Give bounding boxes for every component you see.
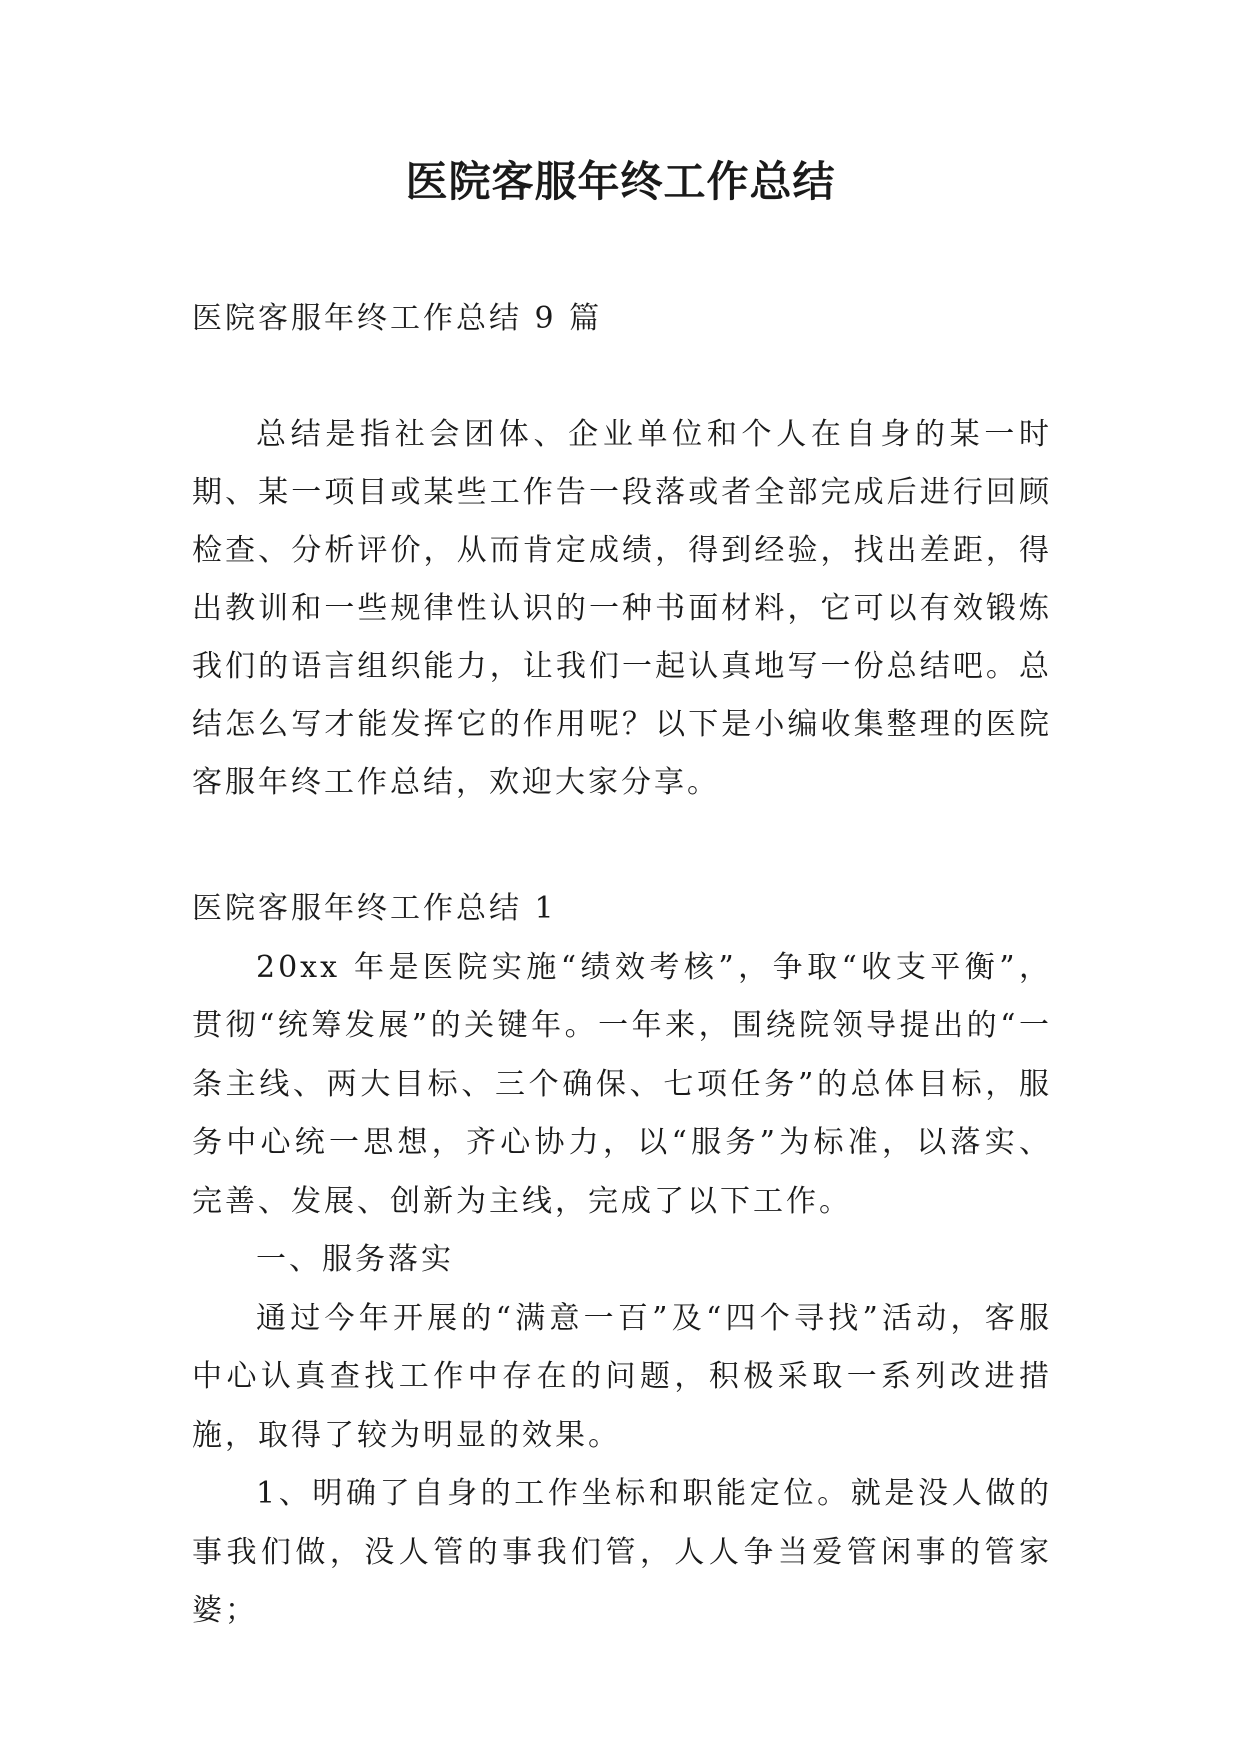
body-paragraph: 通过今年开展的“满意一百”及“四个寻找”活动，客服中心认真查找工作中存在的问题，积极采取一系列改进措施，取得了较为明显的效果。 [192, 1300, 1052, 1453]
document-title: 医院客服年终工作总结 [405, 157, 836, 206]
body-paragraph: 20xx 年是医院实施“绩效考核”，争取“收支平衡”，贯彻“统筹发展”的关键年。一年来，围绕院领导提出的“一条主线、两大目标、三个确保、七项任务”的总体目标，服务中心统一思想，齐心协力，以“服务”为标准，以落实、完善、发展、创新为主线，完成了以下工作。 [192, 949, 1052, 1219]
list-item: 1、明确了自身的工作坐标和职能定位。就是没人做的事我们做，没人管的事我们管，人人争当爱管闲事的管家婆； [192, 1476, 1052, 1628]
section-body [192, 880, 1052, 1641]
section-heading: 医院客服年终工作总结 1 [192, 891, 557, 926]
subsection-heading: 一、服务落实 [256, 1242, 454, 1277]
intro-paragraph: 总结是指社会团体、企业单位和个人在自身的某一时期、某一项目或某些工作告一段落或者全部完成后进行回顾检查、分析评价，从而肯定成绩，得到经验，找出差距，得出教训和一些规律性认识的一种书面材料，它可以有效锻炼我们的语言组织能力，让我们一起认真地写一份总结吧。总结怎么写才能发挥它的作用呢？以下是小编收集整理的医院客服年终工作总结，欢迎大家分享。 [192, 417, 1052, 800]
document-subtitle: 医院客服年终工作总结 9 篇 [192, 301, 603, 336]
